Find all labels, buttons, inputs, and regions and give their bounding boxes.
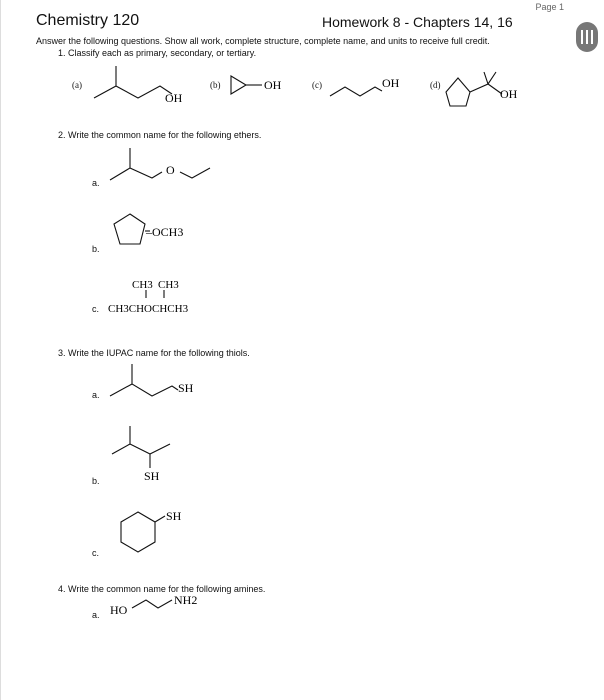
q3c-sh: SH xyxy=(166,509,182,523)
q3-label-c: c. xyxy=(92,548,100,558)
q1-label-a: (a) xyxy=(72,80,82,90)
instructions: Answer the following questions. Show all work, complete structure, complete name, and units to receive full credit. xyxy=(36,36,490,46)
q3b-structure xyxy=(112,426,170,468)
question-2: 2. Write the common name for the following ethers. xyxy=(58,130,262,140)
q2b-och3: –OCH3 xyxy=(146,225,184,239)
q3a-sh: SH xyxy=(178,381,194,395)
q1-label-b: (b) xyxy=(210,80,221,90)
q1a-structure xyxy=(94,66,172,98)
question-3: 3. Write the IUPAC name for the following thiols. xyxy=(58,348,250,358)
q3-label-b: b. xyxy=(92,476,100,486)
q1d-oh: OH xyxy=(500,87,518,101)
q2c-ch3-1: CH3 xyxy=(132,279,153,291)
q3c-structure xyxy=(121,512,155,552)
q2a-oxygen: O xyxy=(166,163,175,177)
page-number: Page 1 xyxy=(535,2,564,12)
question-1: 1. Classify each as primary, secondary, or tertiary. xyxy=(58,48,257,58)
q1-label-d: (d) xyxy=(430,80,441,90)
q4a-structure xyxy=(132,600,172,608)
assignment-title: Homework 8 - Chapters 14, 16 xyxy=(322,14,513,30)
q3-label-a: a. xyxy=(92,390,100,400)
q4a-ho: HO xyxy=(110,603,128,617)
q2a-structure xyxy=(110,148,162,180)
q2c-ch3-2: CH3 xyxy=(158,279,179,291)
q2-label-a: a. xyxy=(92,178,100,188)
q2-label-c: c. xyxy=(92,304,100,314)
q3b-sh: SH xyxy=(144,469,160,483)
course-title: Chemistry 120 xyxy=(36,12,140,29)
q1c-structure xyxy=(330,87,382,96)
q4-label-a: a. xyxy=(92,610,100,620)
q1d-structure xyxy=(446,78,470,106)
question-4: 4. Write the common name for the following amines. xyxy=(58,584,266,594)
q1a-oh: OH xyxy=(165,91,183,105)
q1c-oh: OH xyxy=(382,76,400,90)
q1-label-c: (c) xyxy=(312,80,322,90)
q1b-oh: OH xyxy=(264,78,282,92)
q2b-structure xyxy=(114,214,145,244)
q2c-formula: CH3CHOCHCH3 xyxy=(108,303,189,315)
q2-label-b: b. xyxy=(92,244,100,254)
q3a-structure xyxy=(110,364,178,396)
q4a-nh2: NH2 xyxy=(174,593,198,607)
q1b-structure xyxy=(231,76,246,94)
